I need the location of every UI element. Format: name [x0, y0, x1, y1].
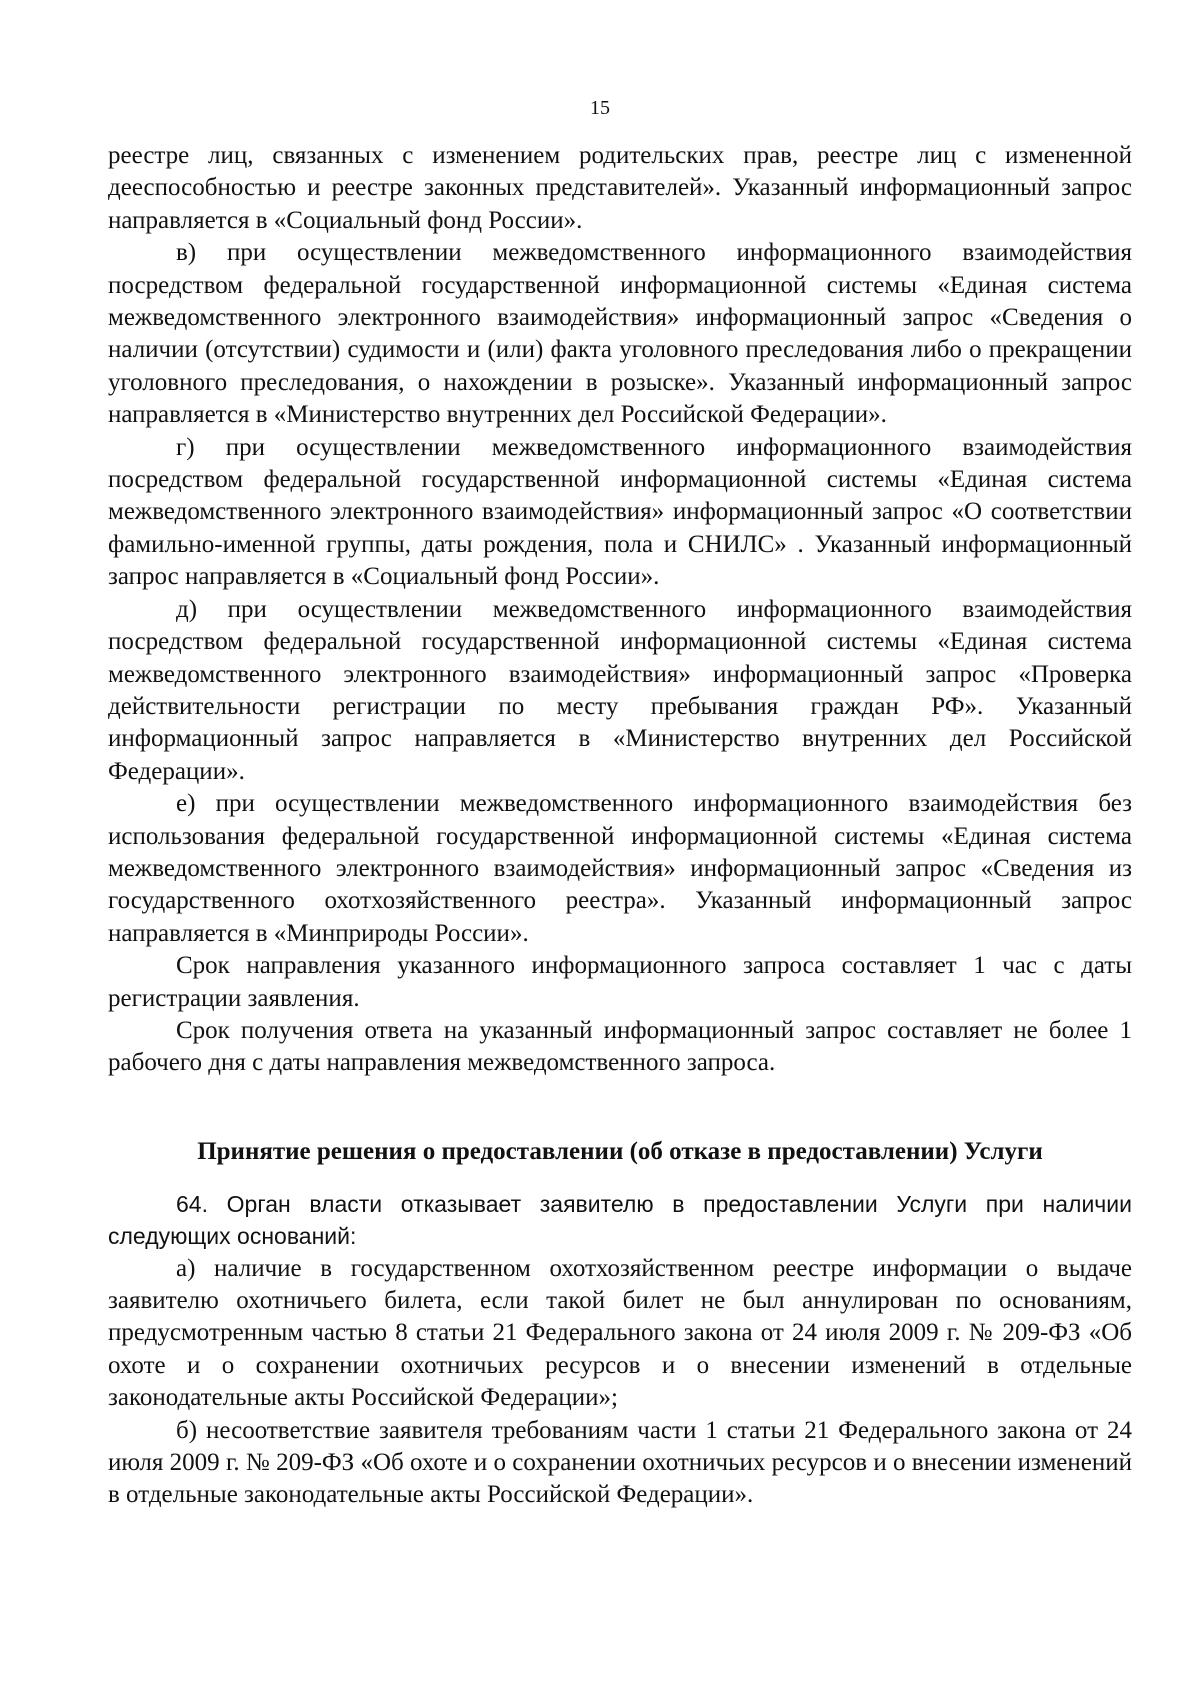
paragraph-64-item-a: а) наличие в государственном охотхозяйственном реестре информации о выдаче заявителю охотничьего билета, если такой билет не был аннулирован по основаниям, предусмотренным частью 8 статьи 21 Федерального закона от 24 июля 2009 г. № 209-ФЗ «Об охоте и о сохранении охотничьих ресурсов и о внесении изменений в отдельные законодательные акты Российской Федерации»; [108, 1254, 1132, 1412]
paragraph-item-v: в) при осуществлении межведомственного информационного взаимодействия посредством федеральной государственной информационной системы «Единая система межведомственного электронного взаимодействия» информационный запрос «Сведения о наличии (отсутствии) судимости и (или) факта уголовного преследования либо о прекращении уголовного преследования, о нахождении в розыске». Указанный информационный запрос направляется в «Министерство внутренних дел Российской Федерации». [108, 239, 1132, 429]
paragraph-response-deadline: Срок получения ответа на указанный информационный запрос составляет не более 1 рабочего дня с даты направления межведомственного запроса. [108, 1016, 1132, 1077]
document-body [108, 140, 1132, 1512]
paragraph-64: 64. Орган власти отказывает заявителю в предоставлении Услуги при наличии следующих оснований: [108, 1190, 1132, 1250]
paragraph-64-item-b: б) несоответствие заявителя требованиям части 1 статьи 21 Федерального закона от 24 июля 2009 г. № 209-ФЗ «Об охоте и о сохранении охотничьих ресурсов и о внесении изменений в отдельные законодательные акты Российской Федерации». [108, 1416, 1132, 1509]
section-heading: Принятие решения о предоставлении (об отказе в предоставлении) Услуги [197, 1137, 1043, 1165]
paragraph-continuation: реестре лиц, связанных с изменением родительских прав, реестре лиц с измененной дееспособностью и реестре законных представителей». Указанный информационный запрос направляется в «Социальный фонд России». [108, 142, 1132, 234]
paragraph-request-deadline: Срок направления указанного информационного запроса составляет 1 час с даты регистрации заявления. [108, 952, 1132, 1012]
page-number: 15 [590, 97, 610, 119]
paragraph-item-d: д) при осуществлении межведомственного информационного взаимодействия посредством федеральной государственной информационной системы «Единая система межведомственного электронного взаимодействия» информационный запрос «Проверка действительности регистрации по месту пребывания граждан РФ». Указанный информационный запрос направляется в «Министерство внутренних дел Российской Федерации». [108, 595, 1132, 785]
paragraph-item-e: е) при осуществлении межведомственного информационного взаимодействия без использования федеральной государственной информационной системы «Единая система межведомственного электронного взаимодействия» информационный запрос «Сведения из государственного охотхозяйственного реестра». Указанный информационный запрос направляется в «Минприроды России». [108, 790, 1132, 947]
paragraph-item-g: г) при осуществлении межведомственного информационного взаимодействия посредством федеральной государственной информационной системы «Единая система межведомственного электронного взаимодействия» информационный запрос «О соответствии фамильно-именной группы, даты рождения, пола и СНИЛС» . Указанный информационный запрос направляется в «Социальный фонд России». [108, 433, 1132, 591]
